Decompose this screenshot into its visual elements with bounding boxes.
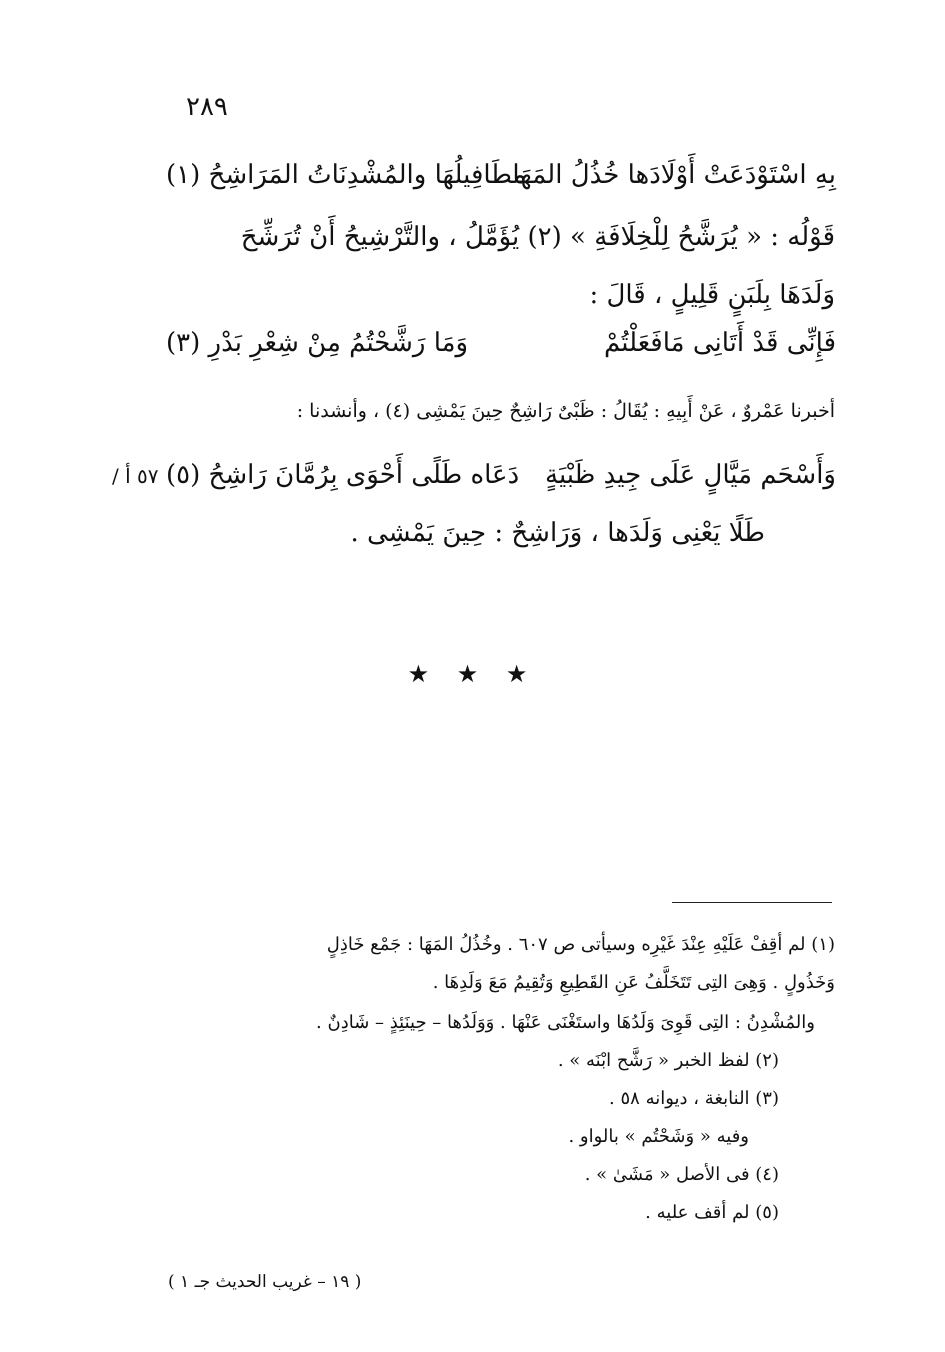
prose-line-2: وَلَدَهَا بِلَبَنٍ قَلِيلٍ ، قَالَ : (589, 280, 835, 310)
footnote-line: (٤) فى الأصل « مَشَىٰ » . (584, 1164, 779, 1185)
footnote-line: (٥) لم أقف عليه . (645, 1202, 779, 1223)
verse-1-second-hemistich: مطَافِيلُهَا والمُشْدِنَاتُ المَرَاشِحُ (١) (166, 160, 527, 190)
footnote-rule (672, 902, 832, 903)
prose-line-3: طَلًا يَعْنِى وَلَدَها ، وَرَاشِحٌ : حِينَ يَمْشِى . (350, 518, 765, 548)
verse-2-first-hemistich: فَإِنِّى قَدْ أَتَانِى مَافَعَلْتُمْ (604, 328, 836, 358)
manuscript-folio-note: ٥٧ أ / (112, 464, 159, 488)
footnote-line: (٣) النابغة ، ديوانه ٥٨ . (609, 1088, 779, 1109)
verse-2-second-hemistich: وَمَا رَشَّحْتُمُ مِنْ شِعْرِ بَدْرِ (٣) (166, 328, 469, 358)
page-footer-signature: ( ١٩ – غريب الحديث جـ ١ ) (168, 1272, 362, 1292)
prose-line-1: قَوْلُه : « يُرَشَّحُ لِلْخِلَافَةِ » (٢) يُؤَمَّلُ ، والتَّرْشِيحُ أَنْ تُرَشِّحَ (240, 222, 835, 252)
section-separator: ★ ★ ★ (407, 660, 538, 688)
verse-3-second-hemistich: دَعَاه طَلًى أَحْوَى بِرُمَّانَ رَاشِحُ (٥) (166, 460, 520, 490)
verse-2 (166, 328, 836, 368)
footnote-line: وفيه « وَشَحْتُم » بالواو . (568, 1126, 749, 1147)
verse-3 (166, 460, 836, 500)
footnote-line: والمُشْدِنُ : التِى قَوِىَ وَلَدُهَا واستَغْنَى عَنْهَا . وَوَلَدُها – حِينَئِذٍ – شَادِنٌ . (316, 1012, 815, 1033)
report-line: أخبرنا عَمْروٌ ، عَنْ أَبِيهِ : يُقَالُ : ظَبْىٌ رَاشِحٌ حِينَ يَمْشِى (٤) ، وأنشدنا : (296, 400, 835, 422)
footnote-line: (١) لم أقِفْ عَلَيْهِ عِنْدَ غَيْرِه وسيأتى ص ٦٠٧ . وخُذُلُ المَهَا : جَمْع خَاذِلٍ (326, 934, 835, 955)
verse-3-first-hemistich: وَأَسْحَم مَيَّالٍ عَلَى جِيدِ ظَبْيَةٍ (545, 460, 836, 490)
footnote-line: وَخَذُولٍ . وَهِىَ التِى تَتَخَلَّفُ عَنِ القَطِيعِ وَتُقِيمُ مَعَ وَلَدِهَا . (432, 972, 835, 993)
footnote-line: (٢) لفظ الخبر « رَشَّح ابْنَه » . (557, 1050, 779, 1071)
page-number: ٢٨٩ (186, 92, 228, 122)
verse-1 (166, 160, 836, 200)
verse-1-first-hemistich: بِهِ اسْتَوْدَعَتْ أَوْلَادَها خُذُلُ المَهَا (512, 160, 836, 190)
